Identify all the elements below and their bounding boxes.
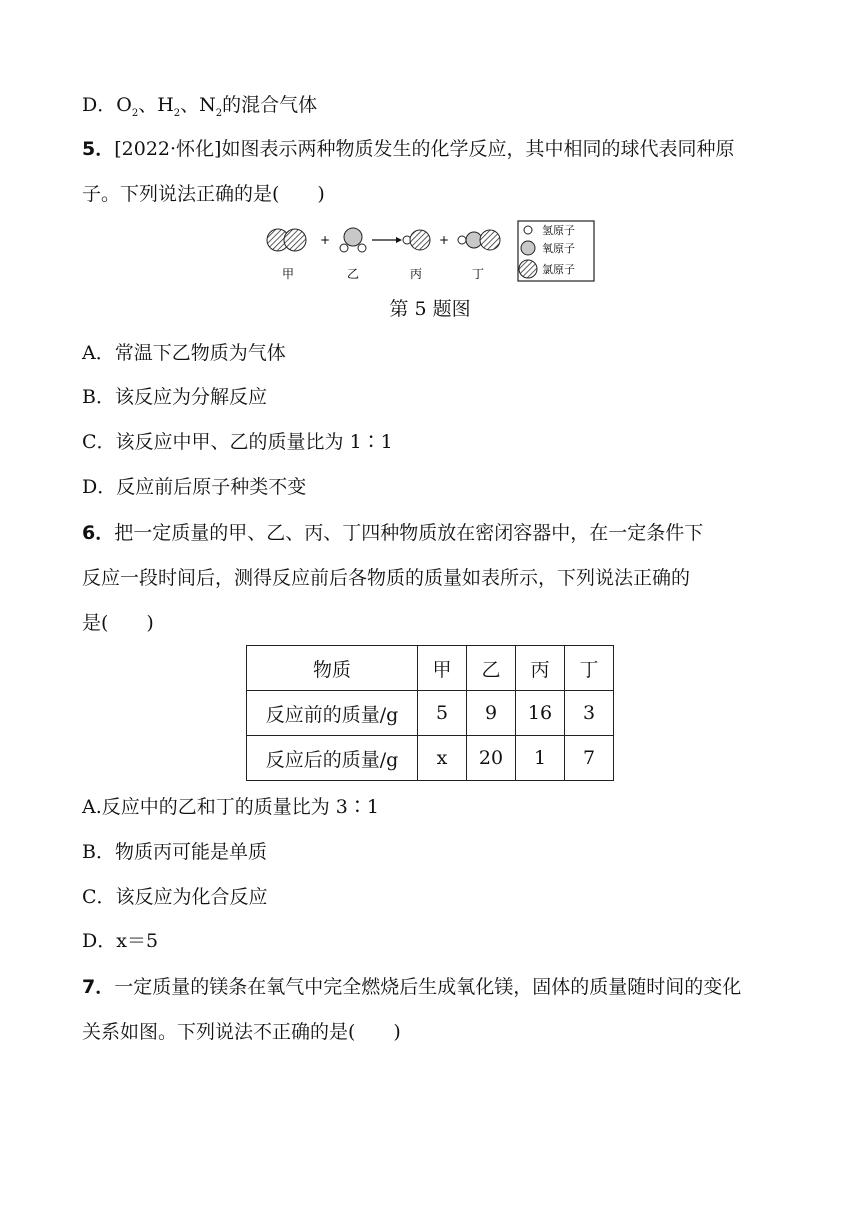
table-cell: 5	[418, 691, 467, 736]
label-bing: 丙	[409, 267, 423, 281]
table-row	[247, 736, 614, 781]
label-jia: 甲	[281, 267, 295, 281]
q6-option-b: B．物质丙可能是单质	[82, 841, 267, 863]
table-header-cell: 物质	[247, 646, 418, 691]
q5-option-d: D．反应前后原子种类不变	[82, 476, 307, 498]
q5-stem-line2: 子。下列说法正确的是( )	[82, 183, 325, 205]
table-cell: 7	[565, 736, 614, 781]
table-cell: 20	[467, 736, 516, 781]
table-cell: 3	[565, 691, 614, 736]
table-header-cell: 丁	[565, 646, 614, 691]
molecule-jia-icon	[267, 229, 306, 251]
plus-sign-1: +	[319, 233, 331, 247]
q6-option-d: D．x＝5	[82, 930, 159, 952]
reaction-arrow-icon	[372, 237, 402, 243]
mass-table	[246, 645, 614, 781]
q6-number: 6．	[82, 522, 115, 544]
table-cell: 1	[516, 736, 565, 781]
label-yi: 乙	[346, 267, 360, 281]
q7-number: 7．	[82, 976, 115, 998]
q5-option-b: B．该反应为分解反应	[82, 386, 267, 408]
legend-chlorine: 氯原子	[542, 263, 575, 276]
q6-stem-line1: 6．把一定质量的甲、乙、丙、丁四种物质放在密闭容器中，在一定条件下	[82, 522, 704, 544]
molecule-bing-icon	[403, 230, 430, 250]
atom-legend	[518, 221, 594, 281]
table-cell: 反应后的质量/g	[247, 736, 418, 781]
table-cell: 反应前的质量/g	[247, 691, 418, 736]
oxygen-atom-icon	[521, 241, 535, 255]
table-cell: 16	[516, 691, 565, 736]
table-row	[247, 691, 614, 736]
legend-hydrogen: 氢原子	[542, 224, 575, 237]
q6-option-a: A.反应中的乙和丁的质量比为 3∶1	[82, 796, 379, 818]
reaction-diagram	[262, 220, 602, 286]
q7-stem-line1: 7．一定质量的镁条在氧气中完全燃烧后生成氧化镁，固体的质量随时间的变化	[82, 976, 742, 998]
table-header-cell: 丙	[516, 646, 565, 691]
chlorine-atom-icon	[519, 260, 537, 278]
table-cell: x	[418, 736, 467, 781]
molecule-ding-icon	[458, 230, 500, 250]
q5-stem-line1: 5．[2022·怀化]如图表示两种物质发生的化学反应，其中相同的球代表同种原	[82, 138, 735, 160]
q7-stem-line2: 关系如图。下列说法不正确的是( )	[82, 1021, 401, 1043]
table-header-cell: 乙	[467, 646, 516, 691]
label-ding: 丁	[471, 267, 485, 281]
q5-option-c: C．该反应中甲、乙的质量比为 1∶1	[82, 431, 393, 453]
legend-oxygen: 氧原子	[542, 242, 575, 255]
molecule-yi-icon	[340, 228, 366, 252]
table-header-row	[247, 646, 614, 691]
table-header-cell: 甲	[418, 646, 467, 691]
plus-sign-2: +	[438, 233, 450, 247]
q5-number: 5．	[82, 138, 115, 160]
q5-figure-caption: 第 5 题图	[389, 298, 471, 320]
table-cell: 9	[467, 691, 516, 736]
q4-option-d: D．$O_2$、$H_2$、$N_2$的混合气体	[82, 94, 318, 119]
q5-option-a: A．常温下乙物质为气体	[82, 342, 286, 364]
q6-stem-line3: 是( )	[82, 612, 154, 634]
hydrogen-atom-icon	[524, 226, 532, 234]
q6-stem-line2: 反应一段时间后，测得反应前后各物质的质量如表所示，下列说法正确的	[82, 567, 691, 589]
q6-option-c: C．该反应为化合反应	[82, 886, 268, 908]
